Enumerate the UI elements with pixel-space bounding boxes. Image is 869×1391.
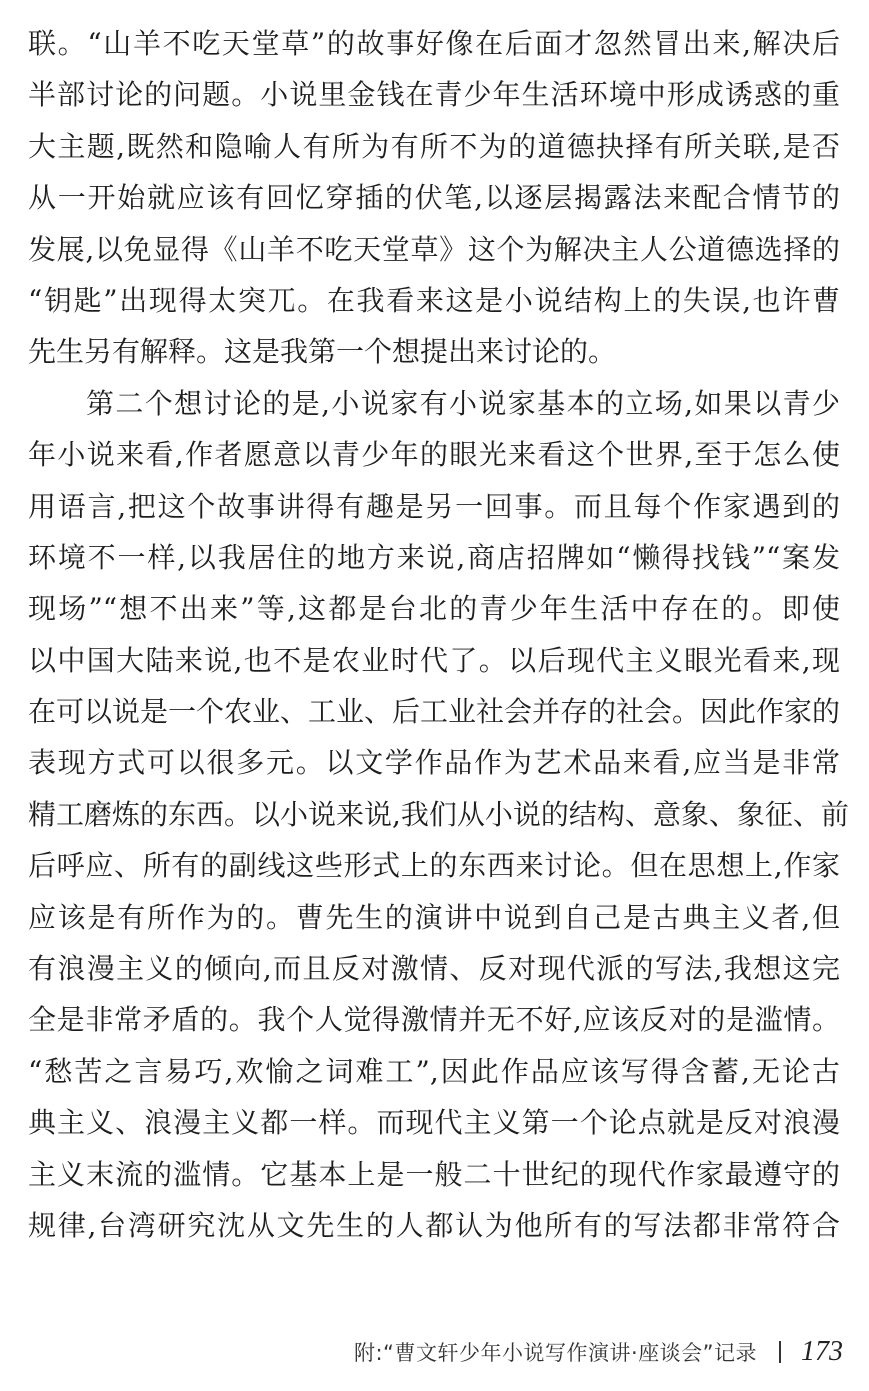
text-line: 用语言,把这个故事讲得有趣是另一回事。而且每个作家遇到的 (28, 489, 840, 523)
text-line: 主义末流的滥情。它基本上是一般二十世纪的现代作家最遵守的 (28, 1157, 840, 1191)
text-line: 典主义、浪漫主义都一样。而现代主义第一个论点就是反对浪漫 (28, 1106, 840, 1140)
text-line: 规律,台湾研究沈从文先生的人都认为他所有的写法都非常符合 (28, 1208, 840, 1242)
paragraph-start-line: 第二个想讨论的是,小说家有小说家基本的立场,如果以青少 (86, 386, 840, 420)
text-line: 大主题,既然和隐喻人有所为有所不为的道德抉择有所关联,是否 (28, 129, 840, 163)
text-line: “愁苦之言易巧,欢愉之词难工”,因此作品应该写得含蓄,无论古 (28, 1054, 840, 1088)
text-line: 后呼应、所有的副线这些形式上的东西来讨论。但在思想上,作家 (28, 849, 840, 883)
text-line: 表现方式可以很多元。以文学作品作为艺术品来看,应当是非常 (28, 746, 840, 780)
page-footer (318, 1334, 843, 1370)
text-line: 在可以说是一个农业、工业、后工业社会并存的社会。因此作家的 (28, 695, 841, 729)
running-title: 附:“曹文轩少年小说写作演讲·座谈会”记录 (353, 1341, 757, 1365)
paragraph-end-line: 先生另有解释。这是我第一个想提出来讨论的。 (28, 335, 617, 369)
text-line: 现场”“想不出来”等,这都是台北的青少年生活中存在的。即使 (28, 592, 840, 626)
text-line: 环境不一样,以我居住的地方来说,商店招牌如“懒得找钱”“案发 (28, 540, 840, 574)
text-line: 年小说来看,作者愿意以青少年的眼光来看这个世界,至于怎么使 (28, 438, 840, 472)
text-line: 有浪漫主义的倾向,而且反对激情、反对现代派的写法,我想这完 (28, 952, 840, 986)
text-line: 以中国大陆来说,也不是农业时代了。以后现代主义眼光看来,现 (28, 643, 840, 677)
body-text (28, 18, 849, 1251)
footer-divider (779, 1341, 781, 1363)
text-line: 精工磨炼的东西。以小说来说,我们从小说的结构、意象、象征、前 (28, 797, 849, 831)
text-line: “钥匙”出现得太突兀。在我看来这是小说结构上的失误,也许曹 (28, 283, 840, 317)
page-number: 173 (801, 1336, 843, 1367)
text-line: 从一开始就应该有回忆穿插的伏笔,以逐层揭露法来配合情节的 (28, 181, 840, 215)
text-line: 发展,以免显得《山羊不吃天堂草》这个为解决主人公道德选择的 (28, 232, 840, 266)
text-line: 全是非常矛盾的。我个人觉得激情并无不好,应该反对的是滥情。 (28, 1003, 840, 1037)
text-line: 半部讨论的问题。小说里金钱在青少年生活环境中形成诱惑的重 (28, 78, 840, 112)
text-line: 应该是有所作为的。曹先生的演讲中说到自己是古典主义者,但 (28, 900, 840, 934)
text-line: 联。“山羊不吃天堂草”的故事好像在后面才忽然冒出来,解决后 (28, 27, 840, 60)
